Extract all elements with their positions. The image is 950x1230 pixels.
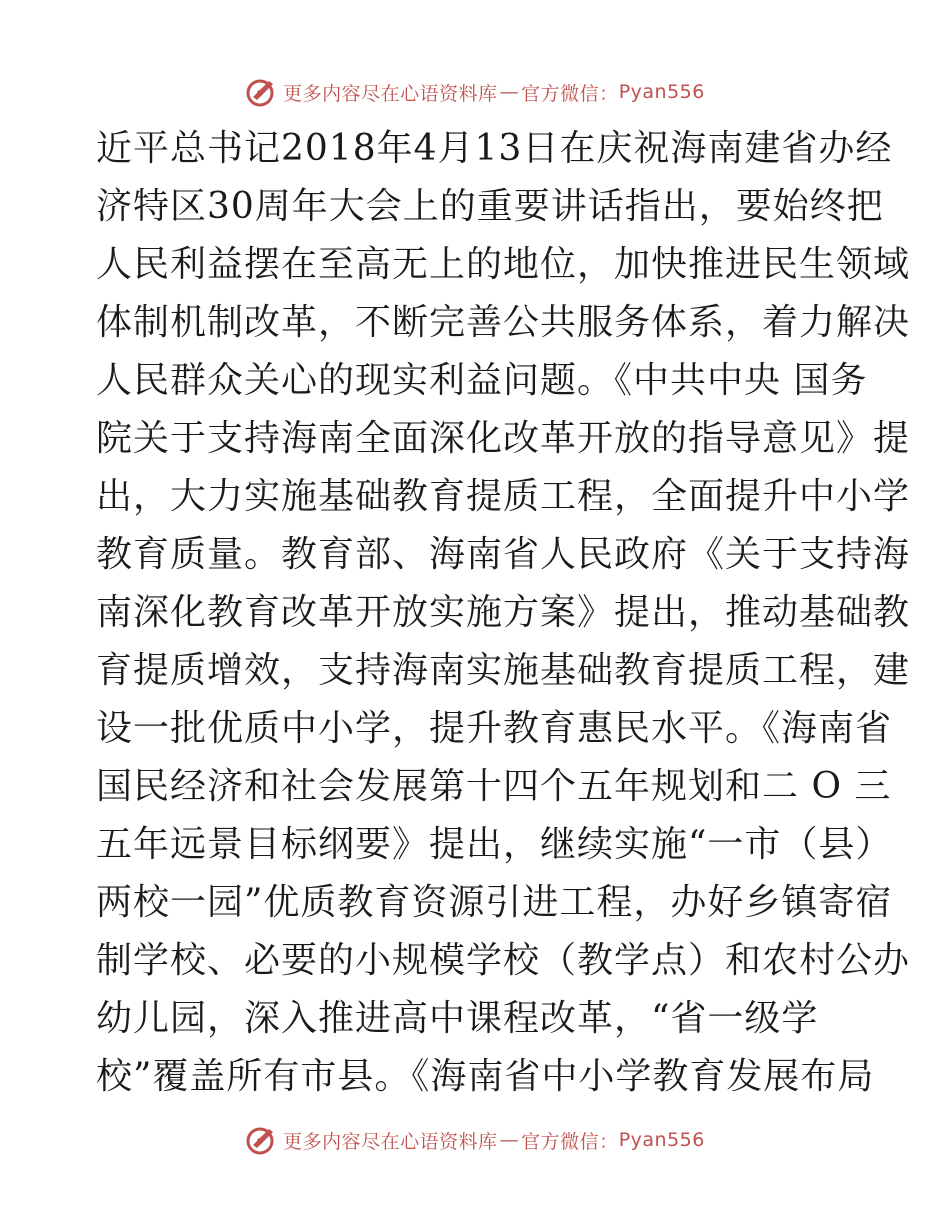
watermark-label: 官方微信： bbox=[521, 82, 619, 105]
text-line: 两校一园”优质教育资源引进工程，办好乡镇寄宿 bbox=[96, 882, 893, 923]
logo-icon bbox=[245, 1123, 279, 1157]
text-line: 济特区30周年大会上的重要讲话指出，要始终把 bbox=[96, 186, 884, 227]
watermark-id: Pyan556 bbox=[618, 81, 705, 103]
header-watermark bbox=[0, 72, 950, 112]
text-line: 院关于支持海南全面深化改革开放的指导意见》提 bbox=[96, 418, 911, 459]
watermark-id: Pyan556 bbox=[618, 1129, 705, 1151]
footer-watermark bbox=[0, 1120, 950, 1160]
text-line: 校”覆盖所有市县。《海南省中小学教育发展布局 bbox=[96, 1056, 875, 1097]
watermark-separator: — bbox=[499, 1129, 520, 1151]
watermark-text: 更多内容尽在心语资料库 bbox=[283, 82, 498, 105]
text-line: 近平总书记2018年4月13日在庆祝海南建省办经 bbox=[96, 128, 893, 169]
text-line: 幼儿园，深入推进高中课程改革，“省一级学 bbox=[96, 998, 819, 1039]
watermark-label: 官方微信： bbox=[521, 1130, 619, 1153]
text-line: 设一批优质中小学，提升教育惠民水平。《海南省 bbox=[96, 708, 893, 749]
text-line: 制学校、必要的小规模学校（教学点）和农村公办 bbox=[96, 940, 911, 981]
logo-icon bbox=[245, 75, 279, 109]
document-body bbox=[96, 120, 911, 1106]
text-line: 出，大力实施基础教育提质工程，全面提升中小学 bbox=[96, 476, 911, 517]
text-line: 人民利益摆在至高无上的地位，加快推进民生领域 bbox=[96, 244, 911, 285]
text-line: 育提质增效，支持海南实施基础教育提质工程，建 bbox=[96, 650, 911, 691]
watermark-text: 更多内容尽在心语资料库 bbox=[283, 1130, 498, 1153]
text-line: 教育质量。教育部、海南省人民政府《关于支持海 bbox=[96, 534, 911, 575]
text-line: 五年远景目标纲要》提出，继续实施“一市（县） bbox=[96, 824, 893, 865]
text-line: 人民群众关心的现实利益问题。《中共中央 国务 bbox=[96, 360, 868, 401]
text-line: 体制机制改革，不断完善公共服务体系，着力解决 bbox=[96, 302, 911, 343]
text-line: 南深化教育改革开放实施方案》提出，推动基础教 bbox=[96, 592, 911, 633]
text-line: 国民经济和社会发展第十四个五年规划和二 O 三 bbox=[96, 766, 892, 807]
watermark-separator: — bbox=[499, 81, 520, 103]
